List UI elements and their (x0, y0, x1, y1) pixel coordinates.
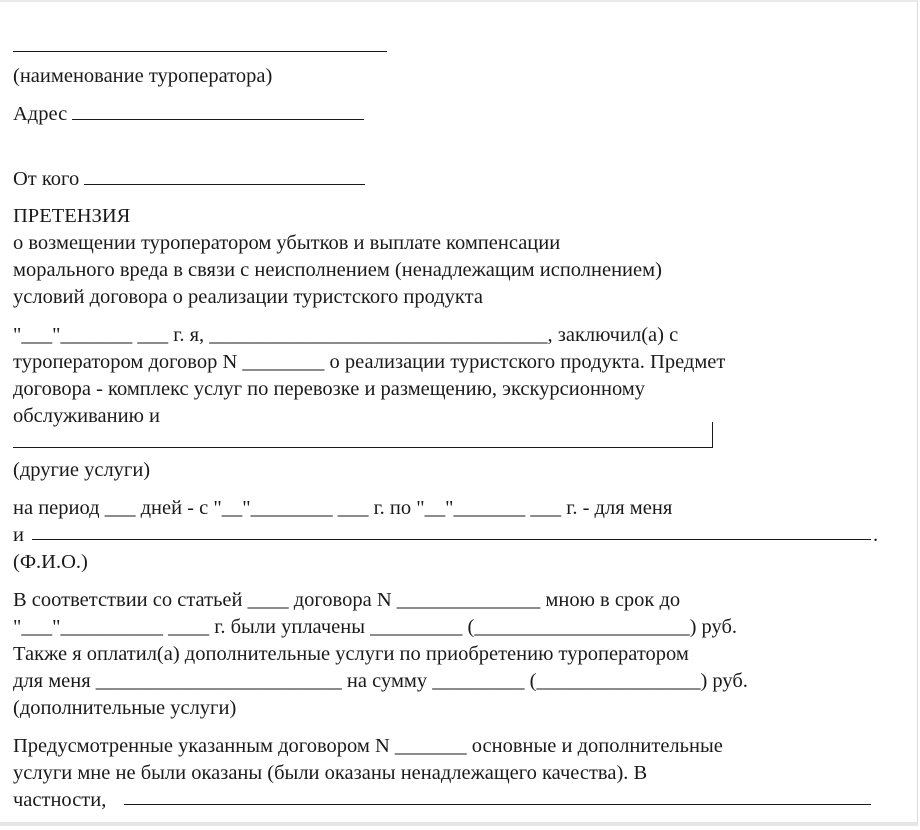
extra-services-caption: (дополнительные услуги) (13, 697, 237, 719)
claim-subject-line-2: морального вреда в связи с неисполнением (ненадлежащим исполнением) (13, 259, 662, 281)
from-blank (84, 166, 365, 185)
claim-heading: ПРЕТЕНЗИЯ (13, 205, 131, 227)
claim-document (13, 36, 908, 814)
operator-name-line (13, 36, 908, 63)
text-cursor (712, 422, 713, 447)
from-row (13, 166, 908, 193)
fio-blank (32, 522, 871, 540)
other-services-blank (13, 430, 908, 457)
extra-services-amount-line: для меня ________________________ на сумму _________ (________________) руб. (13, 670, 748, 692)
services-not-provided-line-2: услуги мне не были оказаны (были оказаны ненадлежащего качества). В (13, 762, 648, 784)
claim-subject-line-1: о возмещении туроператором убытков и выплате компенсации (13, 232, 561, 254)
details-prefix: частности, (13, 789, 107, 811)
fio-caption: (Ф.И.О.) (13, 551, 88, 573)
contract-subject-line: договора - комплекс услуг по перевозке и размещению, экскурсионному (13, 378, 646, 400)
details-blank (124, 787, 871, 805)
address-row (13, 101, 908, 128)
services-not-provided-line-1: Предусмотренные указанным договором N _______ основные и дополнительные (13, 735, 723, 757)
contract-date-line: "___"_______ ___ г. я, _________________________________, заключил(а) с (13, 324, 679, 346)
from-label: От кого (13, 168, 80, 190)
claim-subject-line-3: условий договора о реализации туристского продукта (13, 286, 483, 308)
contract-number-line: туроператором договор N ________ о реализации туристского продукта. Предмет (13, 351, 726, 373)
contract-services-line: обслуживанию и (13, 405, 160, 427)
address-blank (72, 101, 364, 120)
payment-amount-line: "___"__________ ____ г. были уплачены _________ (_____________________) руб. (13, 616, 738, 638)
fio-period: . (873, 524, 879, 546)
extra-services-line: Также я оплатил(а) дополнительные услуги по приобретению туроператором (13, 643, 689, 665)
operator-name-caption: (наименование туроператора) (13, 65, 273, 87)
fio-prefix: и (13, 524, 24, 546)
period-line: на период ___ дней - с "__"________ ___ г. по "__"_______ ___ г. - для меня (13, 497, 673, 519)
address-label: Адрес (13, 103, 68, 125)
details-row (13, 787, 908, 814)
fio-row (13, 522, 908, 549)
payment-article-line: В соответствии со статьей ____ договора N ______________ мною в срок до (13, 589, 681, 611)
other-services-caption: (другие услуги) (13, 459, 151, 481)
